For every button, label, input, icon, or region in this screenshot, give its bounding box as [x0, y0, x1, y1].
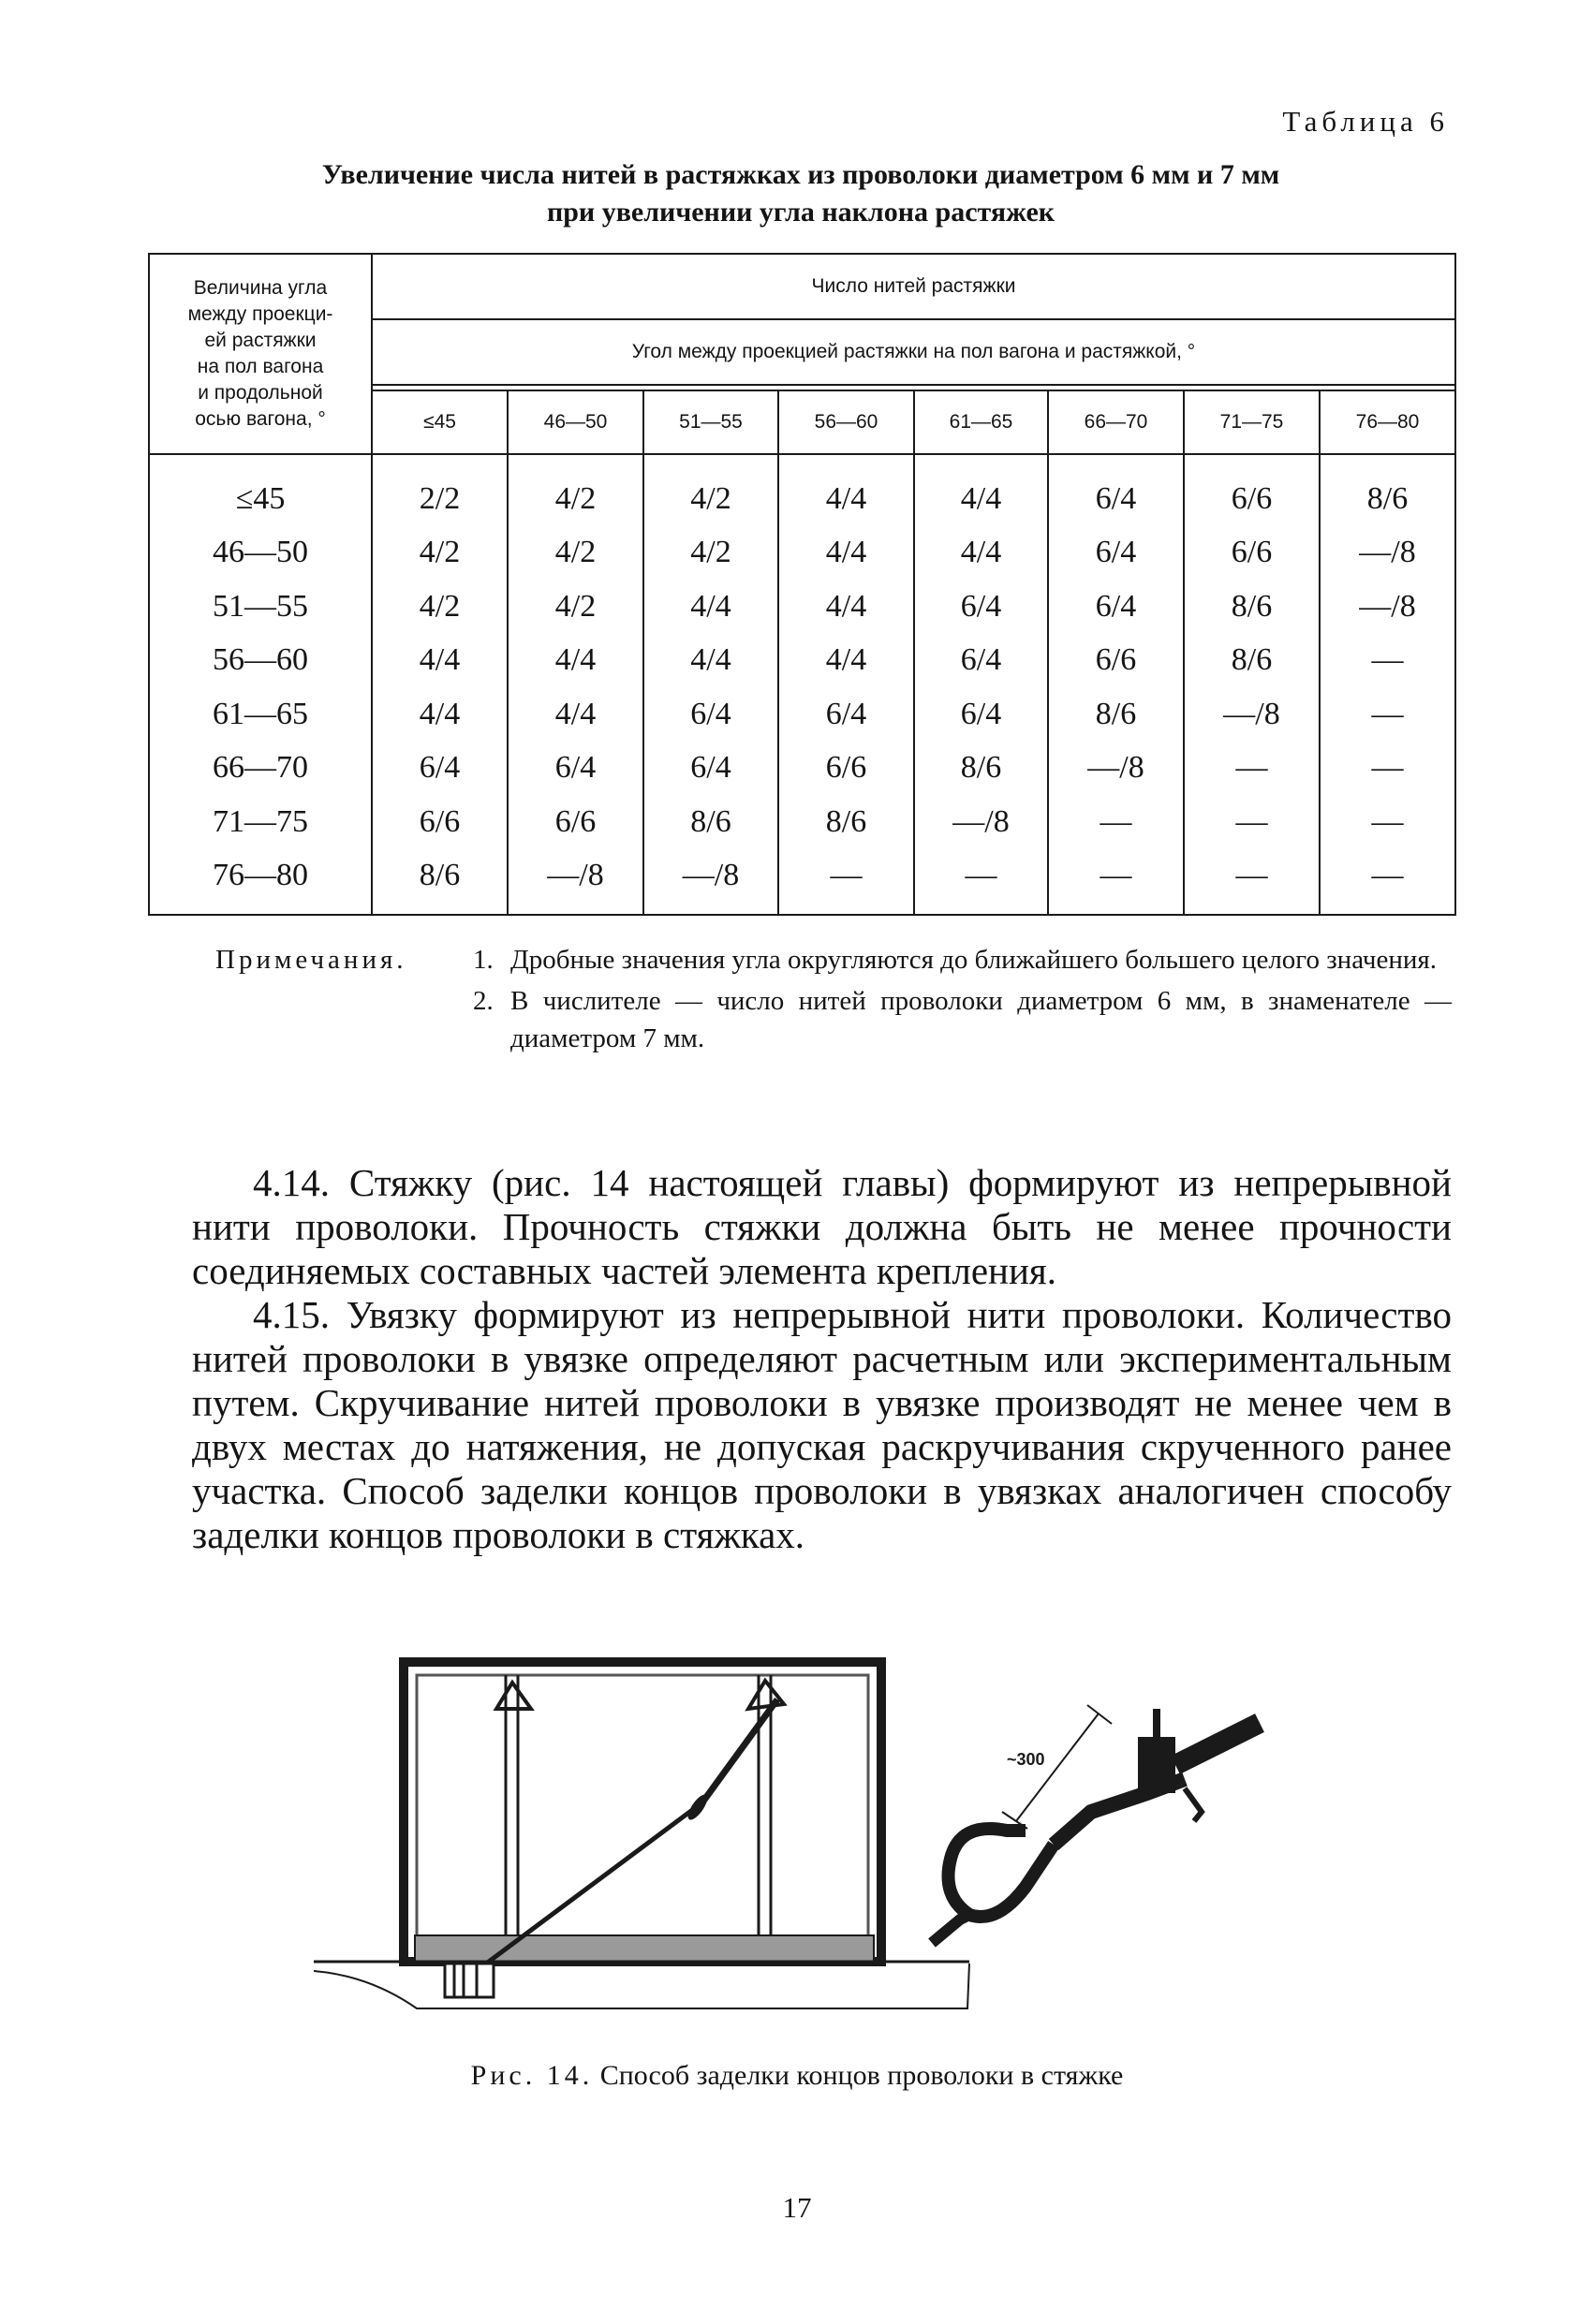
table-row	[149, 526, 1455, 581]
table-cell: 4/4	[508, 634, 643, 688]
table-cell: 4/4	[778, 580, 914, 634]
wire-loop	[949, 1829, 1055, 1917]
clamp-block	[1138, 1737, 1175, 1793]
paragraph-4-14: 4.14. Стяжку (рис. 14 настоящей главы) формируют из непрерывной нити проволоки. Прочность стяжки должна быть не менее прочности соединяемых составных частей элемента крепления.	[192, 1161, 1452, 1292]
table-cell: 8/6	[1184, 580, 1320, 634]
table-title-line-1: Увеличение числа нитей в растяжках из проволоки диаметром 6 мм и 7 мм	[321, 159, 1280, 190]
table-row	[149, 634, 1455, 688]
table-cell: 6/4	[643, 742, 778, 796]
column-header: 71—75	[1184, 390, 1320, 454]
table-cell: —	[1184, 742, 1320, 796]
page-number: 17	[782, 2191, 812, 2224]
row-header-line: осью вагона, °	[195, 408, 326, 430]
note-number: 2.	[473, 986, 494, 1016]
table-cell: 6/4	[914, 687, 1048, 742]
table-label: Таблица 6	[1282, 105, 1449, 138]
table-row	[149, 849, 1455, 916]
twist-knot	[685, 1791, 711, 1822]
table-cell: 4/2	[508, 526, 643, 581]
table-cell: 4/2	[643, 526, 778, 581]
table-cell: 8/6	[1320, 454, 1455, 526]
table-cell: 4/4	[778, 454, 914, 526]
table-cell: —/8	[643, 849, 778, 916]
table-cell: 4/2	[643, 454, 778, 526]
table-cell: 4/4	[372, 687, 508, 742]
table-cell: —	[1184, 795, 1320, 849]
figure-14-drawing	[314, 1615, 1306, 2046]
table-cell: 6/4	[1048, 526, 1184, 581]
table-cell: —	[1048, 849, 1184, 916]
table-cell: 4/4	[778, 634, 914, 688]
frame-floor	[415, 1935, 874, 1962]
table-cell: 6/4	[914, 634, 1048, 688]
table-cell: 4/4	[643, 634, 778, 688]
row-header-line: между проекци-	[187, 303, 333, 325]
table-cell: —	[1320, 687, 1455, 742]
table-cell: —	[1320, 634, 1455, 688]
table-cell: 6/6	[1184, 454, 1320, 526]
table-cell: —	[1320, 795, 1455, 849]
table-cell: 4/4	[778, 526, 914, 581]
note-text: В числителе — число нитей проволоки диаметром 6 мм, в знаменателе — диаметром 7 мм.	[510, 986, 1452, 1053]
table-cell: 4/2	[372, 526, 508, 581]
column-header: 76—80	[1320, 390, 1455, 454]
group-header: Число нитей растяжки	[372, 254, 1455, 319]
table-cell: —/8	[508, 849, 643, 916]
frame-inner	[417, 1675, 868, 1949]
table-row	[149, 580, 1455, 634]
table-cell: 6/4	[643, 687, 778, 742]
row-label: 46—50	[149, 526, 372, 581]
figure-caption-label: Рис. 14.	[470, 2060, 594, 2091]
table-cell: —	[1320, 742, 1455, 796]
notes-label: Примечания.	[215, 945, 407, 975]
table-row	[149, 795, 1455, 849]
table-cell: 4/2	[508, 580, 643, 634]
table-cell: 6/6	[778, 742, 914, 796]
table-notes	[215, 941, 1452, 1057]
table-cell: 6/6	[508, 795, 643, 849]
table-cell: 8/6	[372, 849, 508, 916]
table-cell: —	[1048, 795, 1184, 849]
sub-header: Угол между проекцией растяжки на пол вагона и растяжкой, °	[372, 319, 1455, 385]
table-cell: 2/2	[372, 454, 508, 526]
column-header: 61—65	[914, 390, 1048, 454]
table-cell: 8/6	[643, 795, 778, 849]
table-cell: 4/4	[643, 580, 778, 634]
table-cell: 8/6	[1184, 634, 1320, 688]
table-cell: 8/6	[778, 795, 914, 849]
wire-end	[932, 1915, 969, 1943]
table-row	[149, 687, 1455, 742]
note-number: 1.	[473, 945, 494, 975]
row-header-line: Величина угла	[193, 277, 328, 299]
dimension-label: ~300	[1007, 1750, 1045, 1769]
column-header: ≤45	[372, 390, 508, 454]
table-cell: 4/2	[372, 580, 508, 634]
frame-outer	[404, 1662, 881, 1962]
table-cell: 6/6	[372, 795, 508, 849]
paragraph-4-15: 4.15. Увязку формируют из непрерывной нити проволоки. Количество нитей проволоки в увязке определяют расчетным или экспериментальным путем. Скручивание нитей проволоки в увязке производят не менее чем в двух местах до натяжения, не допуская раскручивания скрученного ранее участка. Способ заделки концов проволоки в увязках аналогичен способу заделки концов проволоки в стяжках.	[192, 1293, 1452, 1556]
table-cell: 8/6	[1048, 687, 1184, 742]
table-title-line-2: при увеличении угла наклона растяжек	[546, 197, 1055, 228]
table-cell: —	[778, 849, 914, 916]
row-label: 51—55	[149, 580, 372, 634]
table-cell: —/8	[1320, 580, 1455, 634]
table-cell: —	[1184, 849, 1320, 916]
table-cell: —/8	[1048, 742, 1184, 796]
table-cell: 4/4	[914, 526, 1048, 581]
row-label: 71—75	[149, 795, 372, 849]
column-header: 51—55	[643, 390, 778, 454]
table-cell: 4/4	[508, 687, 643, 742]
anchor-bolt	[445, 1964, 494, 1997]
table-cell: 8/6	[914, 742, 1048, 796]
table-cell: 6/6	[1048, 634, 1184, 688]
table-cell: 6/4	[372, 742, 508, 796]
table-cell: 6/4	[778, 687, 914, 742]
table-cell: 4/4	[914, 454, 1048, 526]
table-row	[149, 742, 1455, 796]
table-cell: —	[914, 849, 1048, 916]
table-cell: 6/4	[1048, 454, 1184, 526]
top-loop-left	[496, 1683, 531, 1709]
table-cell: 6/4	[1048, 580, 1184, 634]
wire-strand-table	[148, 253, 1456, 916]
row-header-line: на пол вагона	[197, 356, 324, 377]
table-cell: 6/4	[914, 580, 1048, 634]
table-cell: —/8	[1184, 687, 1320, 742]
row-label: 76—80	[149, 849, 372, 916]
row-label: 61—65	[149, 687, 372, 742]
table-cell: 6/4	[508, 742, 643, 796]
figure-caption-text: Способ заделки концов проволоки в стяжке	[599, 2060, 1124, 2091]
row-label: 56—60	[149, 634, 372, 688]
table-row	[149, 454, 1455, 526]
note-text: Дробные значения угла округляются до ближайшего большего целого значения.	[510, 945, 1437, 975]
top-loop-right	[748, 1681, 784, 1709]
row-header-line: и продольной	[198, 382, 323, 404]
table-cell: —/8	[1320, 526, 1455, 581]
row-label: 66—70	[149, 742, 372, 796]
table-cell: —/8	[914, 795, 1048, 849]
column-header: 66—70	[1048, 390, 1184, 454]
row-header-line: ей растяжки	[204, 330, 317, 351]
row-label: ≤45	[149, 454, 372, 526]
row-header-cell	[149, 254, 372, 454]
figure-caption	[0, 2060, 1594, 2092]
column-header: 56—60	[778, 390, 914, 454]
column-header: 46—50	[508, 390, 643, 454]
table-cell: 4/4	[372, 634, 508, 688]
twist-tool	[1175, 1723, 1260, 1765]
table-cell: 4/2	[508, 454, 643, 526]
table-cell: 6/6	[1184, 526, 1320, 581]
table-cell: —	[1320, 849, 1455, 916]
tie-wire-upper	[702, 1699, 777, 1802]
